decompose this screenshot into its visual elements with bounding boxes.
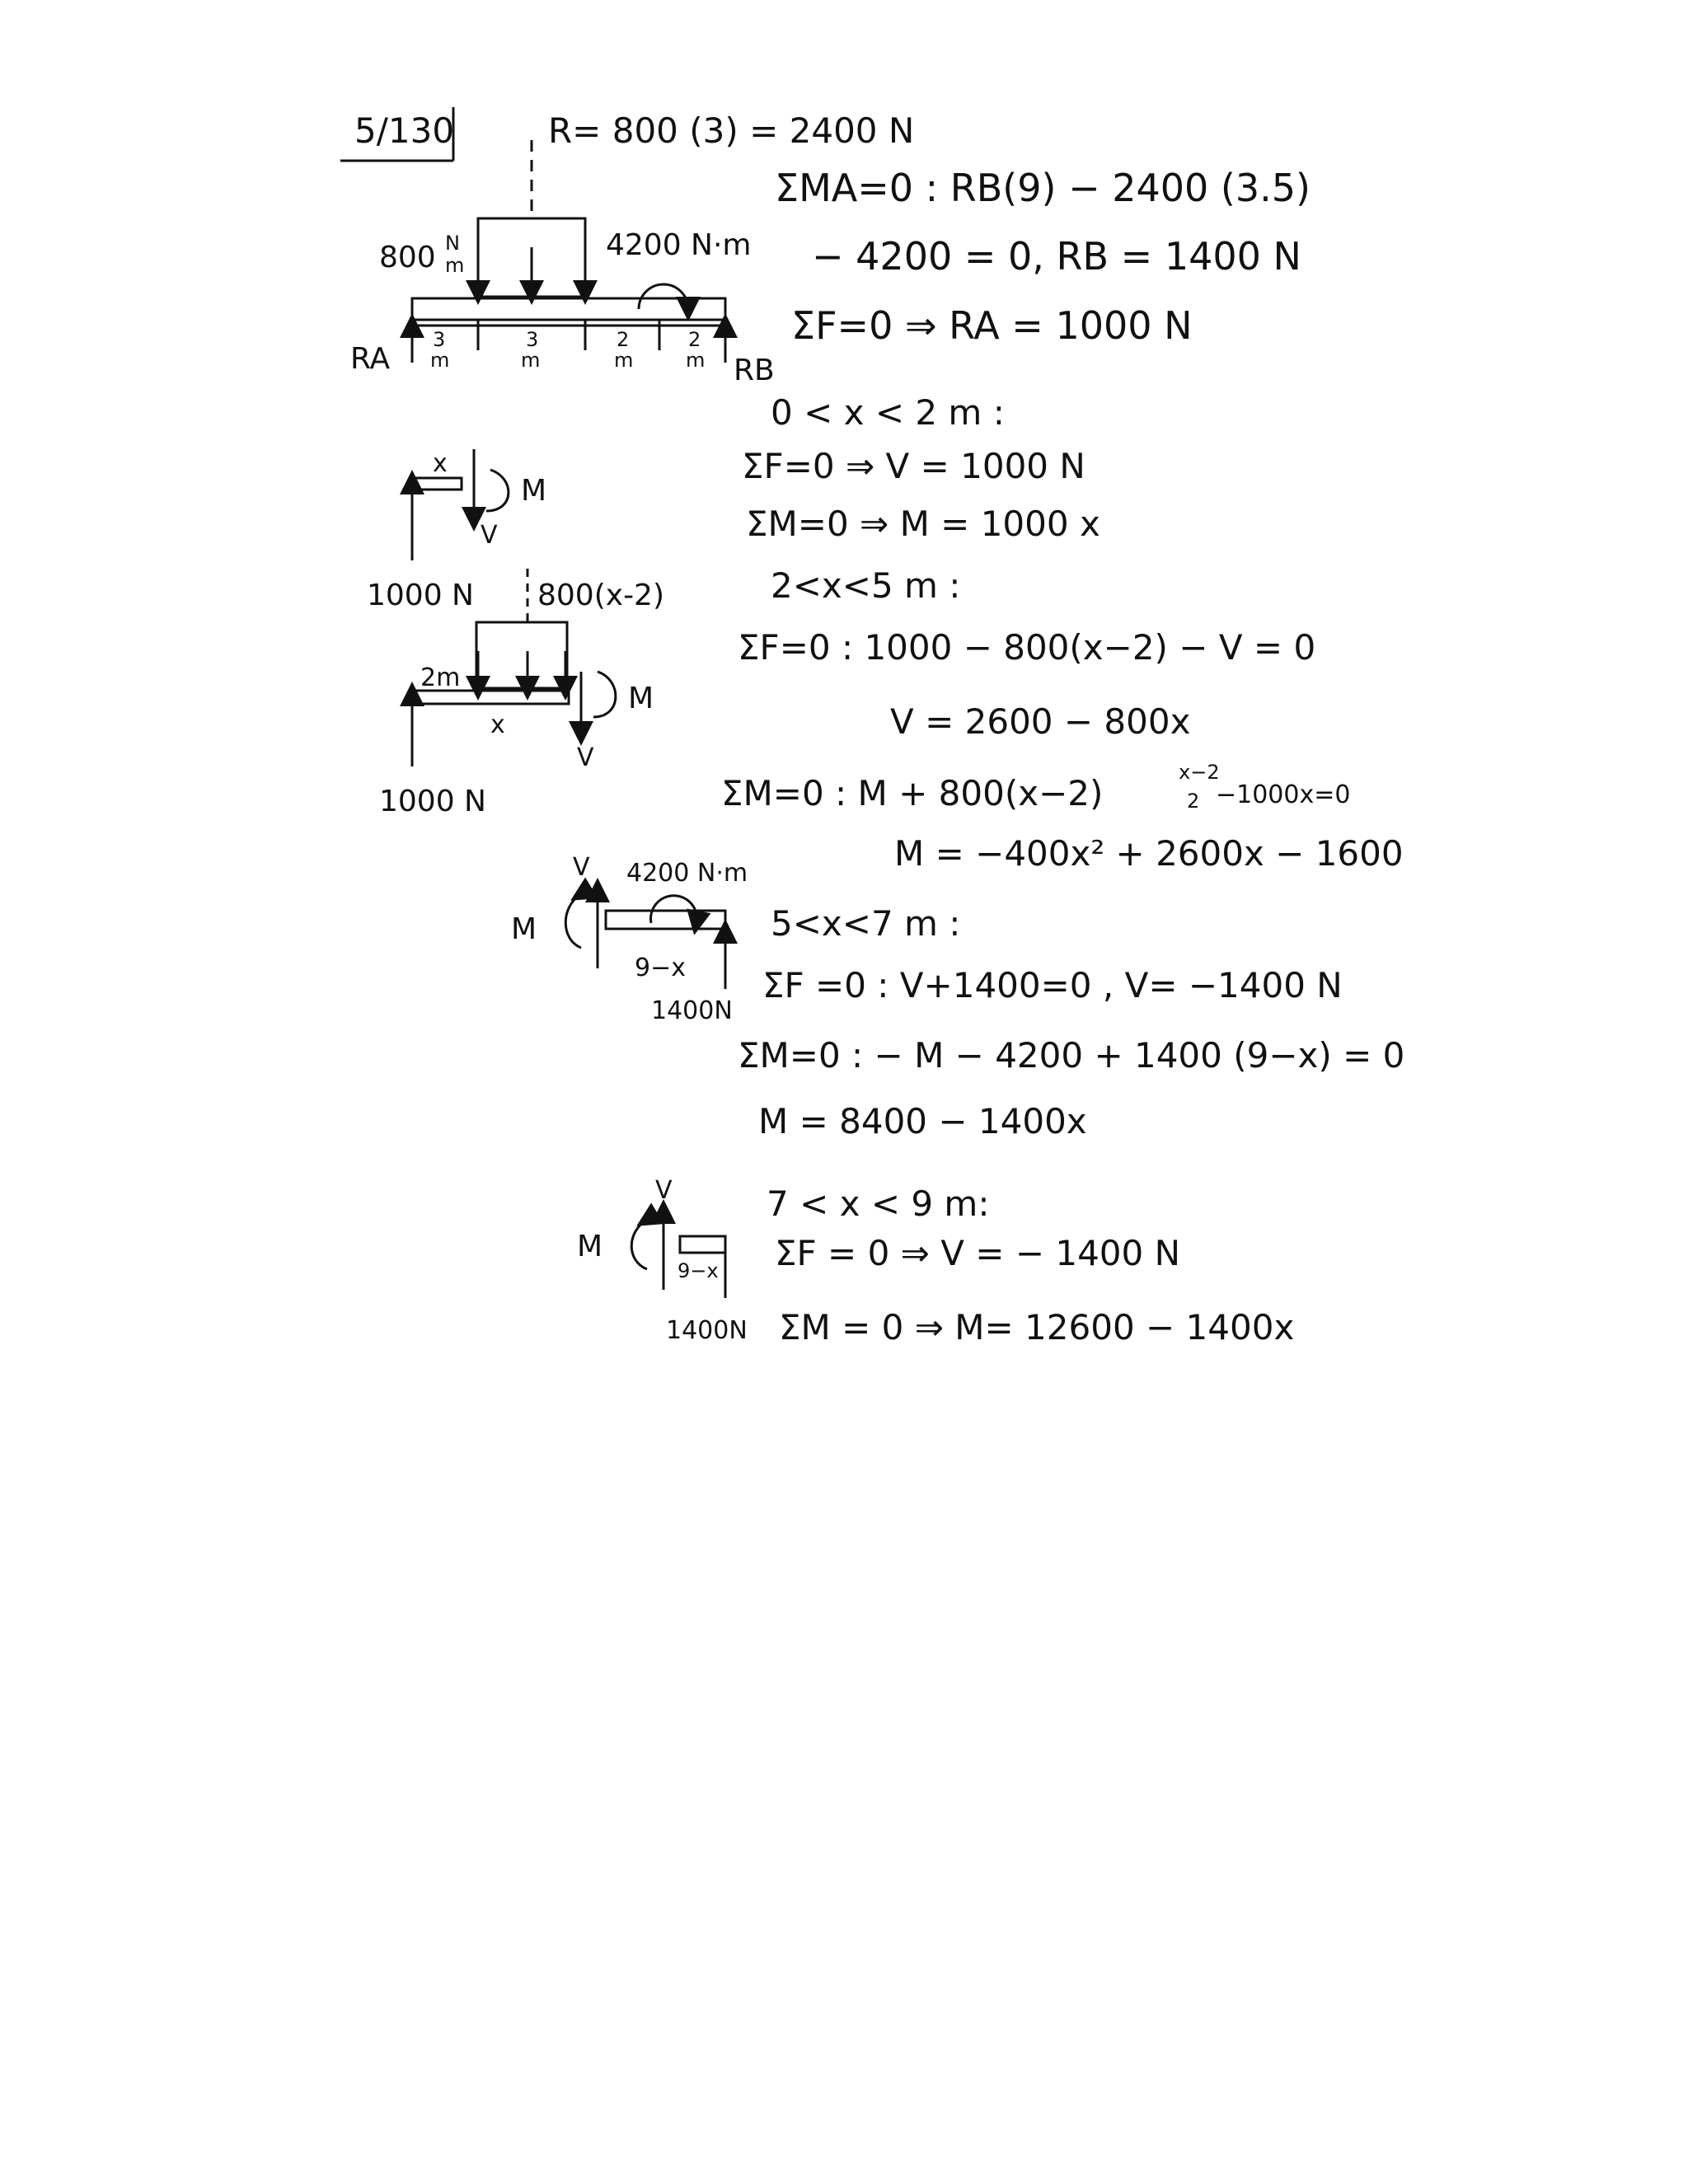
moment-eq-a: ΣMA=0 : RB(9) − 2400 (3.5) bbox=[775, 166, 1311, 210]
fbd-section-4 bbox=[631, 1212, 725, 1298]
fbd1-v-label: V bbox=[481, 521, 498, 550]
segment-1-length: 3 bbox=[433, 328, 446, 351]
moment-eq-b: − 4200 = 0, RB = 1400 N bbox=[812, 234, 1301, 279]
fbd2-dist-label: 2m bbox=[420, 663, 461, 692]
section2-shear: V = 2600 − 800x bbox=[890, 701, 1191, 742]
dist-load-unit-bottom: m bbox=[445, 254, 465, 277]
fbd1-x-label: x bbox=[433, 449, 448, 478]
resultant-label: R= 800 (3) = 2400 N bbox=[548, 110, 915, 151]
rb-label: RB bbox=[734, 354, 775, 387]
fbd4-v-label: V bbox=[655, 1176, 673, 1205]
dist-load-unit-top: N bbox=[445, 232, 460, 255]
segment-1-unit: m bbox=[430, 349, 450, 372]
fbd3-v-label: V bbox=[573, 853, 590, 882]
segment-2-unit: m bbox=[521, 349, 541, 372]
fbd1-force-label: 1000 N bbox=[367, 579, 474, 612]
section1-range: 0 < x < 2 m : bbox=[771, 392, 1005, 433]
ra-label: RA bbox=[350, 342, 391, 376]
fbd2-x-label: x bbox=[490, 710, 505, 739]
section1-moment-eq: ΣM=0 ⇒ M = 1000 x bbox=[746, 504, 1100, 544]
fbd3-m-label: M bbox=[511, 912, 537, 946]
fbd3-length-label: 9−x bbox=[635, 954, 686, 982]
fbd1-m-label: M bbox=[521, 474, 547, 508]
segment-3-length: 2 bbox=[617, 328, 630, 351]
section2-frac-num: x−2 bbox=[1179, 761, 1220, 784]
fbd2-m-label: M bbox=[628, 682, 654, 715]
fbd4-m-label: M bbox=[577, 1230, 603, 1263]
couple-label: 4200 N·m bbox=[606, 228, 752, 262]
section2-force-eq: ΣF=0 : 1000 − 800(x−2) − V = 0 bbox=[738, 627, 1316, 668]
segment-4-length: 2 bbox=[688, 328, 701, 351]
section2-moment: M = −400x² + 2600x − 1600 bbox=[894, 833, 1404, 874]
section3-force-eq: ΣF =0 : V+1400=0 , V= −1400 N bbox=[762, 965, 1343, 1005]
section1-force-eq: ΣF=0 ⇒ V = 1000 N bbox=[742, 446, 1085, 486]
section3-moment-eq: ΣM=0 : − M − 4200 + 1400 (9−x) = 0 bbox=[738, 1035, 1405, 1076]
fbd2-force-label: 1000 N bbox=[379, 785, 486, 818]
segment-3-unit: m bbox=[614, 349, 634, 372]
dist-load-label: 800 bbox=[379, 241, 436, 274]
fbd4-force-label: 1400N bbox=[666, 1316, 748, 1345]
fbd2-v-label: V bbox=[577, 743, 594, 772]
fbd2-load-label: 800(x-2) bbox=[537, 579, 665, 612]
section2-range: 2<x<5 m : bbox=[771, 565, 961, 606]
section4-moment-eq: ΣM = 0 ⇒ M= 12600 − 1400x bbox=[779, 1307, 1295, 1347]
section3-range: 5<x<7 m : bbox=[771, 903, 961, 944]
section4-force-eq: ΣF = 0 ⇒ V = − 1400 N bbox=[775, 1233, 1181, 1273]
section2-moment-eq-a: ΣM=0 : M + 800(x−2) bbox=[721, 773, 1104, 813]
fbd3-couple-label: 4200 N·m bbox=[626, 859, 748, 888]
force-eq-global: ΣF=0 ⇒ RA = 1000 N bbox=[791, 303, 1193, 348]
segment-2-length: 3 bbox=[526, 328, 539, 351]
fbd3-force-label: 1400N bbox=[651, 996, 733, 1025]
section3-moment: M = 8400 − 1400x bbox=[758, 1101, 1087, 1141]
section2-frac-den: 2 bbox=[1187, 790, 1200, 813]
segment-4-unit: m bbox=[686, 349, 706, 372]
section2-moment-eq-b: −1000x=0 bbox=[1216, 780, 1351, 809]
problem-number: 5/130 bbox=[354, 110, 455, 151]
fbd4-length-label: 9−x bbox=[678, 1259, 719, 1282]
section4-range: 7 < x < 9 m: bbox=[767, 1183, 990, 1224]
